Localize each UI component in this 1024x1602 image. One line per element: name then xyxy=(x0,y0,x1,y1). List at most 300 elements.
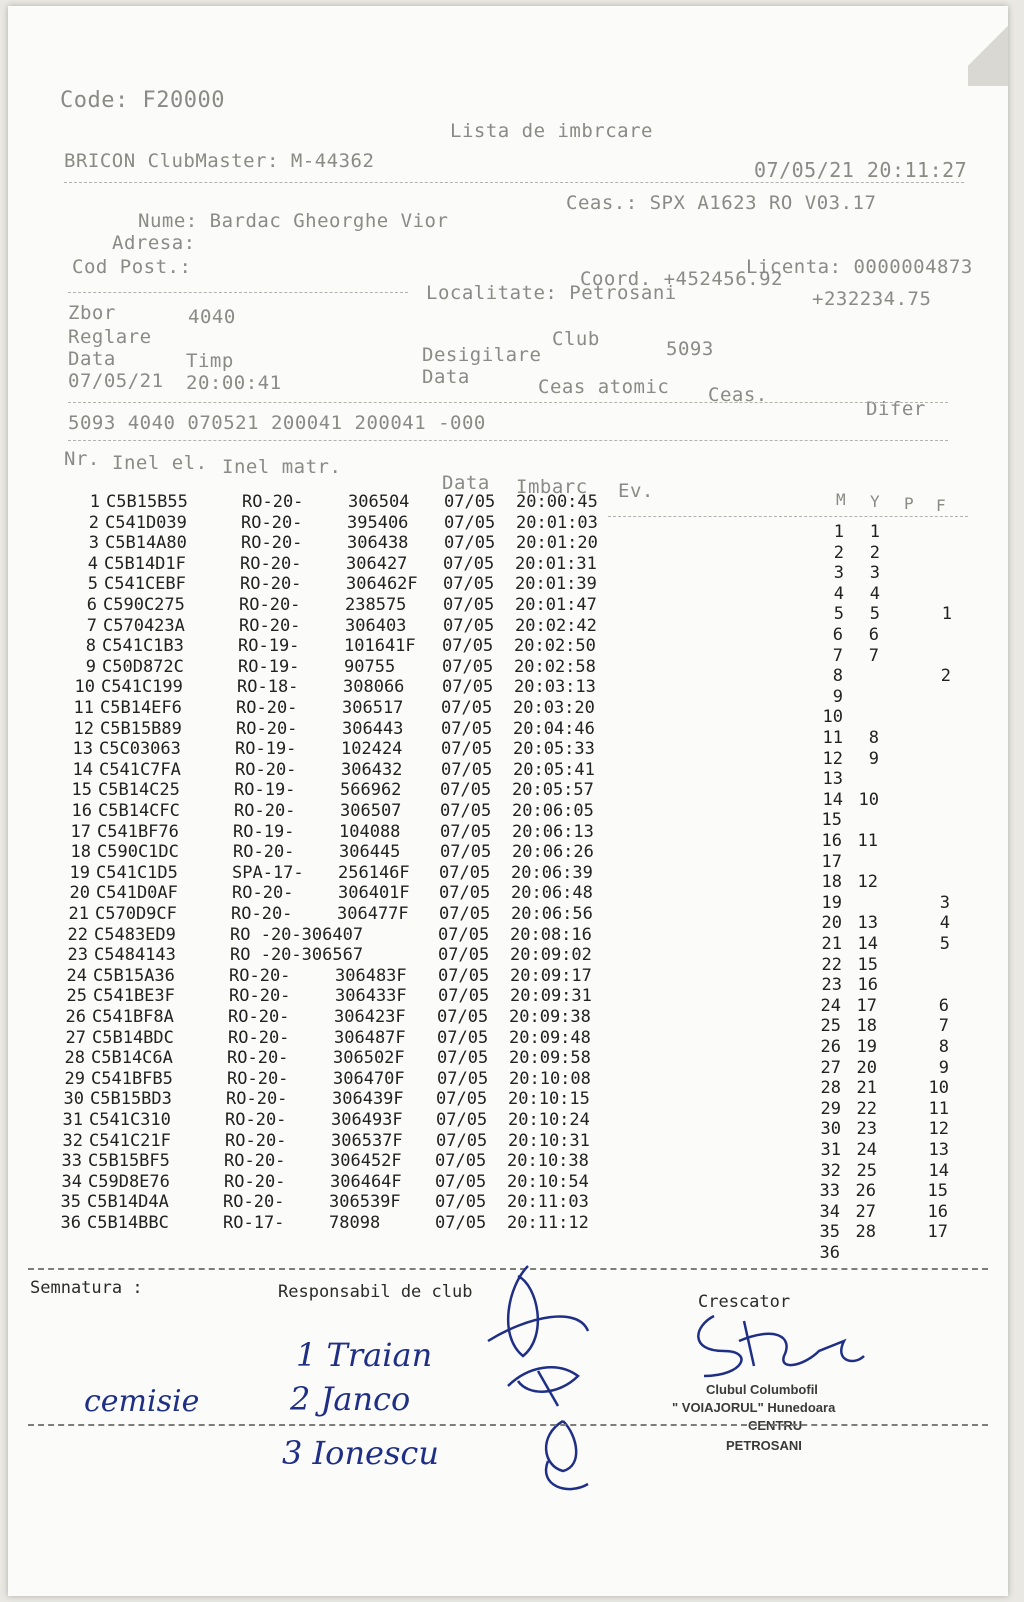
arrival-date: 07/05 xyxy=(435,1192,487,1213)
rank-f: 16 xyxy=(927,1201,948,1222)
arrival-time: 20:01:20 xyxy=(516,533,598,554)
rank-m: 21 xyxy=(821,934,842,954)
ring-number: 566962 xyxy=(340,780,402,801)
arrival-time: 20:02:42 xyxy=(515,615,597,636)
desigilare-label: Desigilare xyxy=(422,344,542,366)
table-row xyxy=(8,1213,1008,1263)
arrival-date: 07/05 xyxy=(441,718,493,739)
ring-prefix: RO-20- xyxy=(232,883,294,904)
ring-number: 306507 xyxy=(340,801,402,821)
ring-number: 256146F xyxy=(338,862,410,883)
arrival-time: 20:09:02 xyxy=(510,945,592,966)
ring-number: 102424 xyxy=(341,739,403,760)
divider xyxy=(68,292,408,293)
club-label: Club xyxy=(552,328,600,350)
rank-y: 13 xyxy=(857,913,878,934)
ring-prefix: RO-20- xyxy=(239,595,301,615)
ring-number: 306438 xyxy=(347,533,409,554)
ring-number: 306443 xyxy=(342,718,404,739)
ring-prefix: RO-20- xyxy=(227,1048,289,1069)
rank-f: 17 xyxy=(927,1222,948,1243)
ring-prefix: RO-20- xyxy=(240,574,302,595)
arrival-time: 20:08:16 xyxy=(510,924,592,945)
arrival-date: 07/05 xyxy=(443,553,495,574)
reglare-time: 20:00:41 xyxy=(186,372,282,394)
rank-y: 26 xyxy=(855,1181,876,1202)
row-number: 2 xyxy=(88,512,99,533)
rank-m: 3 xyxy=(833,563,844,584)
arrival-date: 07/05 xyxy=(437,1068,489,1089)
electronic-ring: C5B14D1F xyxy=(104,553,186,574)
electronic-ring: C5B15B55 xyxy=(106,492,188,512)
rank-y: 22 xyxy=(856,1098,877,1119)
handwritten-remark: cemisie xyxy=(84,1384,200,1419)
rank-m: 16 xyxy=(821,831,842,851)
row-number: 36 xyxy=(60,1213,81,1233)
arrival-time: 20:09:38 xyxy=(509,1007,591,1027)
electronic-ring: C570D9CF xyxy=(95,904,177,924)
rank-y: 12 xyxy=(857,872,878,893)
rank-y: 8 xyxy=(868,728,879,748)
arrival-date: 07/05 xyxy=(440,821,492,842)
rank-y: 28 xyxy=(855,1222,876,1243)
rank-m: 13 xyxy=(822,769,843,790)
rank-y: 4 xyxy=(869,583,880,604)
arrival-time: 20:01:39 xyxy=(515,574,597,595)
arrival-date: 07/05 xyxy=(440,780,492,801)
rank-y: 20 xyxy=(856,1057,877,1078)
rank-f: 11 xyxy=(928,1098,949,1119)
arrival-time: 20:02:50 xyxy=(514,636,596,657)
electronic-ring: C5B15BD3 xyxy=(90,1089,172,1110)
clock-id: Ceas.: SPX A1623 RO V03.17 xyxy=(566,192,877,214)
ring-prefix: RO-20- xyxy=(223,1192,285,1213)
arrival-date: 07/05 xyxy=(439,904,491,924)
arrival-date: 07/05 xyxy=(444,492,496,512)
arrival-date: 07/05 xyxy=(436,1130,488,1151)
rank-y: 16 xyxy=(857,975,878,996)
arrival-time: 20:05:57 xyxy=(512,780,594,801)
row-number: 20 xyxy=(69,883,90,904)
rank-f: 9 xyxy=(938,1057,949,1078)
rank-f: 2 xyxy=(940,666,951,687)
coordinates-lon: +232234.75 xyxy=(812,288,932,310)
rank-m: 7 xyxy=(832,645,843,666)
rank-f: 4 xyxy=(939,913,950,934)
arrival-time: 20:05:33 xyxy=(513,739,595,760)
rank-y: 24 xyxy=(856,1140,877,1160)
owner-address: Adresa: xyxy=(112,232,196,254)
timp-label: Timp xyxy=(186,350,234,372)
responsabil-label: Responsabil de club xyxy=(278,1282,473,1302)
ring-number: 306452F xyxy=(330,1151,402,1172)
rank-m: 20 xyxy=(821,913,842,934)
ring-prefix: RO -20-306567 xyxy=(230,945,364,966)
rank-m: 36 xyxy=(819,1243,840,1263)
row-number: 12 xyxy=(73,718,94,739)
ring-number: 306502F xyxy=(333,1048,405,1069)
arrival-date: 07/05 xyxy=(437,1007,489,1027)
row-number: 35 xyxy=(60,1192,81,1213)
flight-code-line: 5093 4040 070521 200041 200041 -000 xyxy=(68,412,486,434)
ring-prefix: RO-20- xyxy=(229,986,291,1007)
arrival-time: 20:06:39 xyxy=(511,862,593,883)
ring-number: 306539F xyxy=(329,1192,401,1213)
rank-f: 6 xyxy=(938,995,949,1016)
owner-name: Nume: Bardac Gheorghe Vior xyxy=(138,210,449,232)
rank-m: 32 xyxy=(820,1160,841,1181)
electronic-ring: C59D8E76 xyxy=(88,1171,170,1192)
col-header-imbarc: Imbarc xyxy=(516,476,588,498)
club-value: 5093 xyxy=(666,338,714,360)
electronic-ring: C50D872C xyxy=(102,656,184,677)
crescator-label: Crescator xyxy=(698,1292,791,1312)
ring-prefix: RO-20- xyxy=(224,1151,286,1172)
ring-number: 306537F xyxy=(331,1130,403,1151)
row-number: 27 xyxy=(65,1027,86,1048)
receipt-page xyxy=(8,6,1008,1596)
row-number: 4 xyxy=(87,553,98,574)
system-id: BRICON ClubMaster: M-44362 xyxy=(64,150,375,172)
ring-prefix: RO-20- xyxy=(241,512,303,533)
footer-divider-2 xyxy=(28,1424,988,1426)
arrival-time: 20:03:13 xyxy=(514,677,596,698)
electronic-ring: C541C7FA xyxy=(99,759,181,780)
electronic-ring: C541C199 xyxy=(101,677,183,698)
rank-m: 27 xyxy=(820,1057,841,1078)
arrival-date: 07/05 xyxy=(443,615,495,636)
rank-m: 34 xyxy=(819,1201,840,1222)
electronic-ring: C5B14C25 xyxy=(98,780,180,801)
arrival-date: 07/05 xyxy=(442,636,494,657)
rank-f: 3 xyxy=(939,892,950,913)
col-header-f: F xyxy=(936,496,947,515)
arrival-date: 07/05 xyxy=(438,945,490,966)
arrival-date: 07/05 xyxy=(444,512,496,533)
locality: Localitate: Petrosani xyxy=(426,282,677,304)
ring-prefix: RO-20- xyxy=(225,1130,287,1151)
handwritten-name-1: 1 Traian xyxy=(296,1336,433,1374)
row-number: 15 xyxy=(71,780,92,801)
electronic-ring: C5B15BF5 xyxy=(88,1151,170,1172)
rank-m: 17 xyxy=(821,851,842,872)
page-fold xyxy=(968,6,1008,86)
arrival-time: 20:01:47 xyxy=(515,595,597,615)
rank-f: 12 xyxy=(928,1119,949,1140)
ring-number: 306462F xyxy=(346,574,418,595)
col-header-data: Data xyxy=(442,472,490,494)
coordinates-lat: Coord. +452456.92 xyxy=(580,268,783,290)
electronic-ring: C5B14BDC xyxy=(92,1027,174,1048)
arrival-time: 20:09:48 xyxy=(509,1027,591,1048)
divider xyxy=(64,182,964,183)
ring-prefix: RO-20- xyxy=(239,615,301,636)
ring-prefix: RO-20- xyxy=(234,801,296,821)
row-number: 17 xyxy=(70,821,91,842)
document-title: Lista de imbrcare xyxy=(450,120,653,142)
arrival-time: 20:10:54 xyxy=(507,1171,589,1192)
ring-prefix: RO-20- xyxy=(227,1068,289,1089)
ceas-atomic-label: Ceas atomic xyxy=(538,376,670,398)
electronic-ring: C5B14BBC xyxy=(87,1213,169,1233)
ring-number: 306504 xyxy=(348,492,410,512)
electronic-ring: C5B14A80 xyxy=(105,533,187,554)
rank-y: 27 xyxy=(855,1201,876,1222)
rank-m: 24 xyxy=(820,995,841,1016)
electronic-ring: C541C1D5 xyxy=(96,862,178,883)
rank-m: 1 xyxy=(833,522,844,542)
arrival-date: 07/05 xyxy=(435,1171,487,1192)
electronic-ring: C541BE3F xyxy=(93,986,175,1007)
arrival-time: 20:09:58 xyxy=(509,1048,591,1069)
arrival-date: 07/05 xyxy=(437,1048,489,1069)
arrival-date: 07/05 xyxy=(438,986,490,1007)
rank-y: 5 xyxy=(869,604,880,625)
rank-f: 5 xyxy=(939,934,950,954)
rank-y: 6 xyxy=(868,625,879,645)
reglare-label: Reglare xyxy=(68,326,152,348)
breeder-signature-icon xyxy=(684,1306,874,1386)
divider xyxy=(68,440,948,441)
ring-prefix: RO-20- xyxy=(241,533,303,554)
rank-f: 10 xyxy=(928,1078,949,1099)
electronic-ring: C541C1B3 xyxy=(102,636,184,657)
arrival-date: 07/05 xyxy=(437,1027,489,1048)
ring-prefix: RO-20- xyxy=(229,965,291,986)
row-number: 13 xyxy=(72,739,93,760)
rank-y: 19 xyxy=(856,1037,877,1057)
row-number: 25 xyxy=(66,986,87,1007)
rank-y: 3 xyxy=(869,563,880,584)
rank-m: 18 xyxy=(821,872,842,893)
electronic-ring: C5B14C6A xyxy=(91,1048,173,1069)
row-number: 9 xyxy=(85,656,96,677)
row-number: 32 xyxy=(62,1130,83,1151)
ring-number: 306464F xyxy=(330,1171,402,1192)
ring-prefix: RO-20- xyxy=(233,842,295,863)
rank-f: 14 xyxy=(928,1160,949,1181)
row-number: 34 xyxy=(61,1171,82,1192)
arrival-date: 07/05 xyxy=(438,924,490,945)
arrival-date: 07/05 xyxy=(441,698,493,718)
rank-m: 19 xyxy=(821,892,842,913)
row-number: 6 xyxy=(86,595,97,615)
electronic-ring: C5B14EF6 xyxy=(100,698,182,718)
arrival-time: 20:11:12 xyxy=(507,1213,589,1233)
electronic-ring: C541BFB5 xyxy=(91,1068,173,1089)
row-number: 21 xyxy=(68,904,89,924)
electronic-ring: C5484143 xyxy=(94,945,176,966)
stamp-line-3: CENTRU xyxy=(748,1418,803,1433)
row-number: 31 xyxy=(62,1110,83,1130)
ring-number: 395406 xyxy=(347,512,409,533)
ring-number: 306493F xyxy=(331,1110,403,1130)
arrival-time: 20:11:03 xyxy=(507,1192,589,1213)
ring-prefix: RO-20- xyxy=(225,1110,287,1130)
rank-y: 7 xyxy=(868,645,879,666)
ring-prefix: RO-18- xyxy=(237,677,299,698)
electronic-ring: C541BF8A xyxy=(92,1007,174,1027)
rank-m: 10 xyxy=(822,707,843,728)
ring-prefix: RO-20- xyxy=(224,1171,286,1192)
row-number: 22 xyxy=(67,924,88,945)
arrival-time: 20:01:03 xyxy=(516,512,598,533)
electronic-ring: C541BF76 xyxy=(97,821,179,842)
ring-prefix: RO-19- xyxy=(238,636,300,657)
electronic-ring: C5C03063 xyxy=(99,739,181,760)
electronic-ring: C5483ED9 xyxy=(94,924,176,945)
arrival-date: 07/05 xyxy=(436,1110,488,1130)
col-header-nr: Nr. xyxy=(64,448,100,470)
print-date-time: 07/05/21 20:11:27 xyxy=(754,158,968,182)
ring-number: 306483F xyxy=(335,965,407,986)
ring-prefix: RO-20- xyxy=(242,492,304,512)
ring-prefix: RO-20- xyxy=(235,759,297,780)
rank-y: 17 xyxy=(856,995,877,1016)
handwritten-name-2: 2 Janco xyxy=(290,1380,411,1418)
rank-m: 26 xyxy=(820,1037,841,1057)
row-number: 10 xyxy=(74,677,95,698)
ring-prefix: RO-20- xyxy=(231,904,293,924)
license-number: Licenta: 0000004873 xyxy=(746,256,973,278)
electronic-ring: C5B14CFC xyxy=(98,801,180,821)
arrival-time: 20:10:24 xyxy=(508,1110,590,1130)
electronic-ring: C570423A xyxy=(103,615,185,636)
row-number: 11 xyxy=(73,698,94,718)
ring-prefix: RO -20-306407 xyxy=(230,924,364,945)
ring-number: 238575 xyxy=(345,595,407,615)
row-number: 24 xyxy=(66,965,87,986)
rank-m: 14 xyxy=(822,789,843,810)
ring-prefix: RO-20- xyxy=(236,698,298,718)
row-number: 26 xyxy=(65,1007,86,1027)
ring-number: 306487F xyxy=(334,1027,406,1048)
row-number: 8 xyxy=(85,636,96,657)
electronic-ring: C590C1DC xyxy=(97,842,179,863)
ring-prefix: SPA-17- xyxy=(232,862,304,883)
rank-y: 18 xyxy=(856,1016,877,1037)
row-number: 18 xyxy=(70,842,91,863)
row-number: 16 xyxy=(71,801,92,821)
row-number: 33 xyxy=(61,1151,82,1172)
rank-m: 33 xyxy=(819,1181,840,1202)
rank-m: 22 xyxy=(821,954,842,975)
semnatura-label: Semnatura : xyxy=(30,1278,143,1298)
rank-f: 1 xyxy=(941,604,952,625)
arrival-date: 07/05 xyxy=(442,677,494,698)
rank-y: 11 xyxy=(857,831,878,851)
rank-m: 29 xyxy=(820,1098,841,1119)
row-number: 28 xyxy=(64,1048,85,1069)
arrival-time: 20:09:17 xyxy=(510,965,592,986)
arrival-time: 20:06:48 xyxy=(511,883,593,904)
ring-number: 90755 xyxy=(344,656,396,677)
rank-y: 2 xyxy=(869,542,880,563)
rank-m: 30 xyxy=(820,1119,841,1140)
ring-number: 306445 xyxy=(339,842,401,863)
postal-code: Cod Post.: xyxy=(72,256,192,278)
arrival-time: 20:06:56 xyxy=(511,904,593,924)
electronic-ring: C541D0AF xyxy=(96,883,178,904)
arrival-time: 20:06:05 xyxy=(512,801,594,821)
arrival-time: 20:05:41 xyxy=(513,759,595,780)
col-header-inel-el: Inel el. xyxy=(112,452,208,474)
arrival-date: 07/05 xyxy=(438,965,490,986)
code-label: Code: F20000 xyxy=(60,88,225,113)
ring-prefix: RO-20- xyxy=(228,1027,290,1048)
rank-m: 15 xyxy=(821,810,842,831)
ring-prefix: RO-17- xyxy=(223,1213,285,1233)
arrival-time: 20:09:31 xyxy=(510,986,592,1007)
row-number: 29 xyxy=(64,1068,85,1089)
ring-number: 101641F xyxy=(344,636,416,657)
arrival-date: 07/05 xyxy=(444,533,496,554)
electronic-ring: C541C21F xyxy=(89,1130,171,1151)
rank-y: 1 xyxy=(869,522,880,542)
ring-number: 306470F xyxy=(333,1068,405,1089)
rank-y: 15 xyxy=(857,954,878,975)
data2-label: Data xyxy=(422,366,470,388)
electronic-ring: C541C310 xyxy=(89,1110,171,1130)
row-number: 30 xyxy=(63,1089,84,1110)
rank-m: 4 xyxy=(833,583,844,604)
ring-prefix: RO-19- xyxy=(234,780,296,801)
rank-m: 31 xyxy=(820,1140,841,1160)
arrival-time: 20:06:26 xyxy=(512,842,594,863)
rank-y: 10 xyxy=(858,789,879,810)
rank-y: 25 xyxy=(856,1160,877,1181)
handwritten-name-3: 3 Ionescu xyxy=(282,1434,439,1472)
row-number: 23 xyxy=(67,945,88,966)
electronic-ring: C541D039 xyxy=(105,512,187,533)
ring-number: 306427 xyxy=(346,553,408,574)
arrival-time: 20:03:20 xyxy=(513,698,595,718)
arrival-time: 20:10:08 xyxy=(509,1068,591,1089)
rank-y: 9 xyxy=(868,748,879,769)
arrival-date: 07/05 xyxy=(442,656,494,677)
electronic-ring: C5B15A36 xyxy=(93,965,175,986)
row-number: 19 xyxy=(69,862,90,883)
rank-m: 9 xyxy=(832,686,843,707)
row-number: 1 xyxy=(89,492,100,512)
rank-f: 8 xyxy=(938,1037,949,1057)
arrival-date: 07/05 xyxy=(435,1213,487,1233)
divider xyxy=(68,402,948,403)
ring-number: 306517 xyxy=(342,698,404,718)
arrival-date: 07/05 xyxy=(436,1089,488,1110)
ring-prefix: RO-20- xyxy=(226,1089,288,1110)
arrival-time: 20:06:13 xyxy=(512,821,594,842)
rank-m: 2 xyxy=(833,542,844,563)
ceas-label: Ceas. xyxy=(708,384,768,406)
ring-number: 306433F xyxy=(335,986,407,1007)
ring-prefix: RO-19- xyxy=(233,821,295,842)
arrival-time: 20:01:31 xyxy=(515,553,597,574)
rank-y: 21 xyxy=(856,1078,877,1099)
difer-label: Difer xyxy=(866,398,926,420)
rank-m: 8 xyxy=(832,666,843,687)
stamp-line-4: PETROSANI xyxy=(726,1438,802,1453)
row-number: 14 xyxy=(72,759,93,780)
rank-m: 5 xyxy=(833,604,844,625)
rank-f: 15 xyxy=(927,1181,948,1202)
rank-m: 35 xyxy=(819,1222,840,1243)
electronic-ring: C5B15B89 xyxy=(100,718,182,739)
ring-number: 306403 xyxy=(345,615,407,636)
arrival-time: 20:04:46 xyxy=(513,718,595,739)
rank-m: 25 xyxy=(820,1016,841,1037)
arrival-date: 07/05 xyxy=(443,595,495,615)
